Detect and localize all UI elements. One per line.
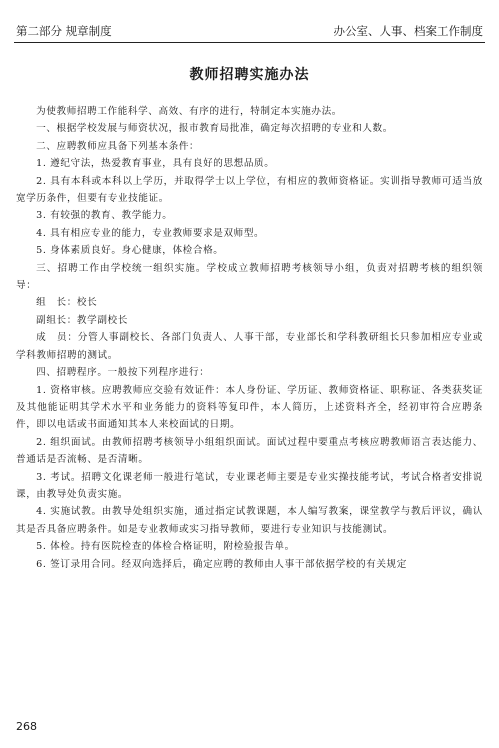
paragraph: 组 长：校长 (36, 297, 98, 309)
paragraph: 2. 组织面试。由教师招聘考核领导小组组织面试。面试过程中要重点考核应聘教师语言表达能力、普通话是否流畅、是否清晰。 (16, 436, 483, 466)
paragraph: 为使教师招聘工作能科学、高效、有序的进行，特制定本实施办法。 (36, 106, 342, 117)
paragraph: 3. 考试。招聘文化课老师一般进行笔试，专业课老师主要是专业实操技能考试，考试合格者安排说课，由教导处负责实施。 (16, 471, 483, 500)
paragraph: 3. 有较强的教育、教学能力。 (36, 210, 173, 222)
header-section-label: 第二部分 规章制度 (16, 24, 112, 38)
paragraph: 4. 具有相应专业的能力，专业教师要求是双师型。 (36, 227, 265, 239)
running-header (14, 20, 485, 43)
paragraph: 三、招聘工作由学校统一组织实施。学校成立教师招聘考核领导小组，负责对招聘考核的组织领导： (16, 262, 483, 292)
paragraph: 5. 身体素质良好。身心健康，体检合格。 (36, 245, 224, 257)
paragraph: 6. 签订录用合同。经双向选择后，确定应聘的教师由人事干部依据学校的有关规定 (36, 558, 407, 570)
paragraph: 4. 实施试教。由教导处组织实施，通过指定试教课题，本人编写教案，课堂教学与教后评议，确认其是否具备应聘条件。如是专业教师或实习指导教师，要进行专业知识与技能测试。 (16, 506, 483, 535)
paragraph: 副组长：教学副校长 (36, 314, 128, 326)
page-number: 268 (16, 720, 37, 733)
document-title: 教师招聘实施办法 (189, 67, 310, 83)
paragraph: 1. 资格审核。应聘教师应交验有效证件：本人身份证、学历证、教师资格证、职称证、各类获奖证及其他能证明其学术水平和业务能力的资料等复印件，本人简历，上述资料齐全，经初审符合应聘条件，即以电话或书面通知其本人来校面试的日期。 (16, 384, 483, 431)
paragraph: 一、根据学校发展与师资状况，报市教育局批准，确定每次招聘的专业和人数。 (36, 123, 393, 135)
header-chapter-label: 办公室、人事、档案工作制度 (333, 24, 483, 38)
document-body (16, 103, 483, 573)
paragraph: 2. 具有本科或本科以上学历，并取得学士以上学位，有相应的教师资格证。实训指导教师可适当放宽学历条件，但要有专业技能证。 (16, 175, 483, 205)
paragraph: 二、应聘教师应具备下列基本条件： (36, 140, 200, 152)
paragraph: 1. 遵纪守法，热爱教育事业，具有良好的思想品质。 (36, 158, 275, 170)
paragraph: 成 员：分管人事副校长、各部门负责人、人事干部，专业部长和学科教研组长只参加相应专业或学科教师招聘的测试。 (16, 332, 483, 361)
paragraph: 四、招聘程序。一般按下列程序进行： (36, 367, 210, 379)
paragraph: 5. 体检。持有医院检查的体检合格证明，附检验报告单。 (36, 541, 295, 553)
